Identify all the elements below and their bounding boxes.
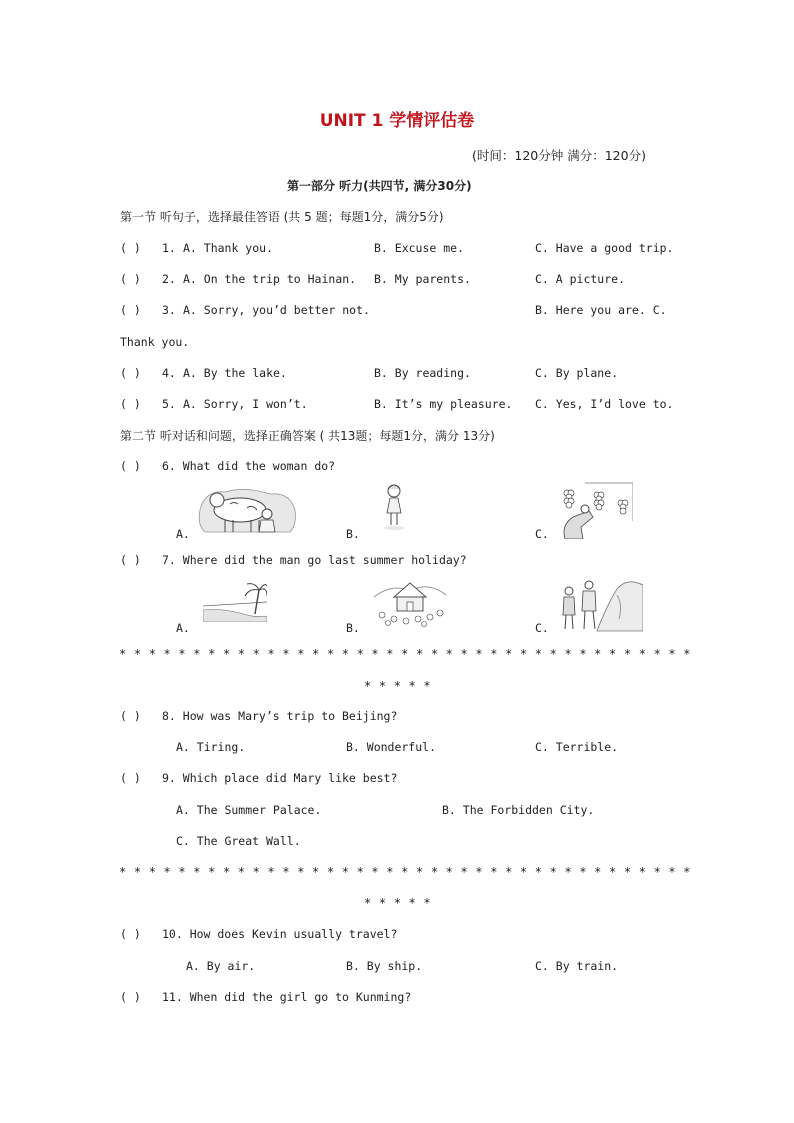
answer-bracket[interactable]: ( ) — [120, 709, 141, 723]
option-c-continuation: Thank you. — [120, 335, 190, 349]
answer-bracket[interactable]: ( ) — [120, 553, 141, 567]
question-number: 2. — [162, 272, 176, 286]
option-b: B. The Forbidden City. — [442, 803, 595, 817]
option-c: C. Terrible. — [535, 740, 619, 754]
question-number: 4. — [162, 366, 176, 380]
option-c: C. By plane. — [535, 366, 619, 380]
section1-heading: 第一节 听句子，选择最佳答语 (共 5 题；每题1分，满分5分) — [120, 210, 444, 224]
question-text: 10. How does Kevin usually travel? — [162, 927, 398, 941]
answer-bracket[interactable]: ( ) — [120, 303, 141, 317]
option-a-label: A. — [176, 621, 190, 635]
picking-grapes-icon[interactable] — [555, 481, 633, 539]
beach-icon[interactable] — [203, 580, 267, 622]
option-a: A. Thank you. — [183, 241, 274, 255]
option-b: B. By ship. — [346, 959, 423, 973]
option-b-label: B. — [346, 527, 360, 541]
option-c: C. Have a good trip. — [535, 241, 674, 255]
option-a: A. Sorry, you’d better not. — [183, 303, 370, 317]
answer-bracket[interactable]: ( ) — [120, 771, 141, 785]
divider-stars-short: * * * * * — [364, 679, 431, 693]
question-text: 6. What did the woman do? — [162, 459, 336, 473]
option-a: A. By air. — [186, 959, 256, 973]
option-a: A. The Summer Palace. — [176, 803, 322, 817]
option-a: A. On the trip to Hainan. — [183, 272, 357, 286]
question-text: 11. When did the girl go to Kunming? — [162, 990, 412, 1004]
option-b: B. Here you are. C. — [535, 303, 667, 317]
milking-cow-icon[interactable] — [195, 480, 300, 536]
option-b: B. Wonderful. — [346, 740, 437, 754]
exam-meta: (时间：120分钟 满分：120分) — [472, 148, 646, 163]
option-a-label: A. — [176, 527, 190, 541]
section2-heading: 第二节 听对话和问题，选择正确答案 ( 共13题；每题1分，满分 13分) — [120, 429, 495, 443]
option-b: B. Excuse me. — [374, 241, 465, 255]
answer-bracket[interactable]: ( ) — [120, 927, 141, 941]
option-c: C. By train. — [535, 959, 619, 973]
option-b: B. By reading. — [374, 366, 471, 380]
answer-bracket[interactable]: ( ) — [120, 459, 141, 473]
girl-standing-icon[interactable] — [381, 483, 407, 531]
answer-bracket[interactable]: ( ) — [120, 366, 141, 380]
answer-bracket[interactable]: ( ) — [120, 241, 141, 255]
option-a: A. Sorry, I won’t. — [183, 397, 308, 411]
answer-bracket[interactable]: ( ) — [120, 397, 141, 411]
divider-stars: * * * * * * * * * * * * * * * * * * * * * * * * * * * * * * * * * * * * * * * — [119, 647, 691, 661]
question-text: 9. Which place did Mary like best? — [162, 771, 398, 785]
option-b-label: B. — [346, 621, 360, 635]
page-title: UNIT 1 学情评估卷 — [319, 111, 475, 131]
option-c: C. Yes, I’d love to. — [535, 397, 674, 411]
option-c: C. The Great Wall. — [176, 834, 301, 848]
option-c-label: C. — [535, 621, 549, 635]
answer-bracket[interactable]: ( ) — [120, 990, 141, 1004]
part1-heading: 第一部分 听力(共四节, 满分30分) — [287, 179, 472, 193]
option-c: C. A picture. — [535, 272, 626, 286]
farm-icon[interactable] — [372, 577, 448, 627]
option-a: A. Tiring. — [176, 740, 246, 754]
divider-stars-short: * * * * * — [364, 896, 431, 910]
question-number: 5. — [162, 397, 176, 411]
option-a: A. By the lake. — [183, 366, 287, 380]
mountain-hiking-icon[interactable] — [557, 575, 643, 633]
question-text: 8. How was Mary’s trip to Beijing? — [162, 709, 398, 723]
option-b: B. My parents. — [374, 272, 471, 286]
question-number: 3. — [162, 303, 176, 317]
option-c-label: C. — [535, 527, 549, 541]
question-number: 1. — [162, 241, 176, 255]
option-b: B. It’s my pleasure. — [374, 397, 513, 411]
question-text: 7. Where did the man go last summer holiday? — [162, 553, 467, 567]
divider-stars: * * * * * * * * * * * * * * * * * * * * * * * * * * * * * * * * * * * * * * * — [119, 865, 691, 879]
answer-bracket[interactable]: ( ) — [120, 272, 141, 286]
